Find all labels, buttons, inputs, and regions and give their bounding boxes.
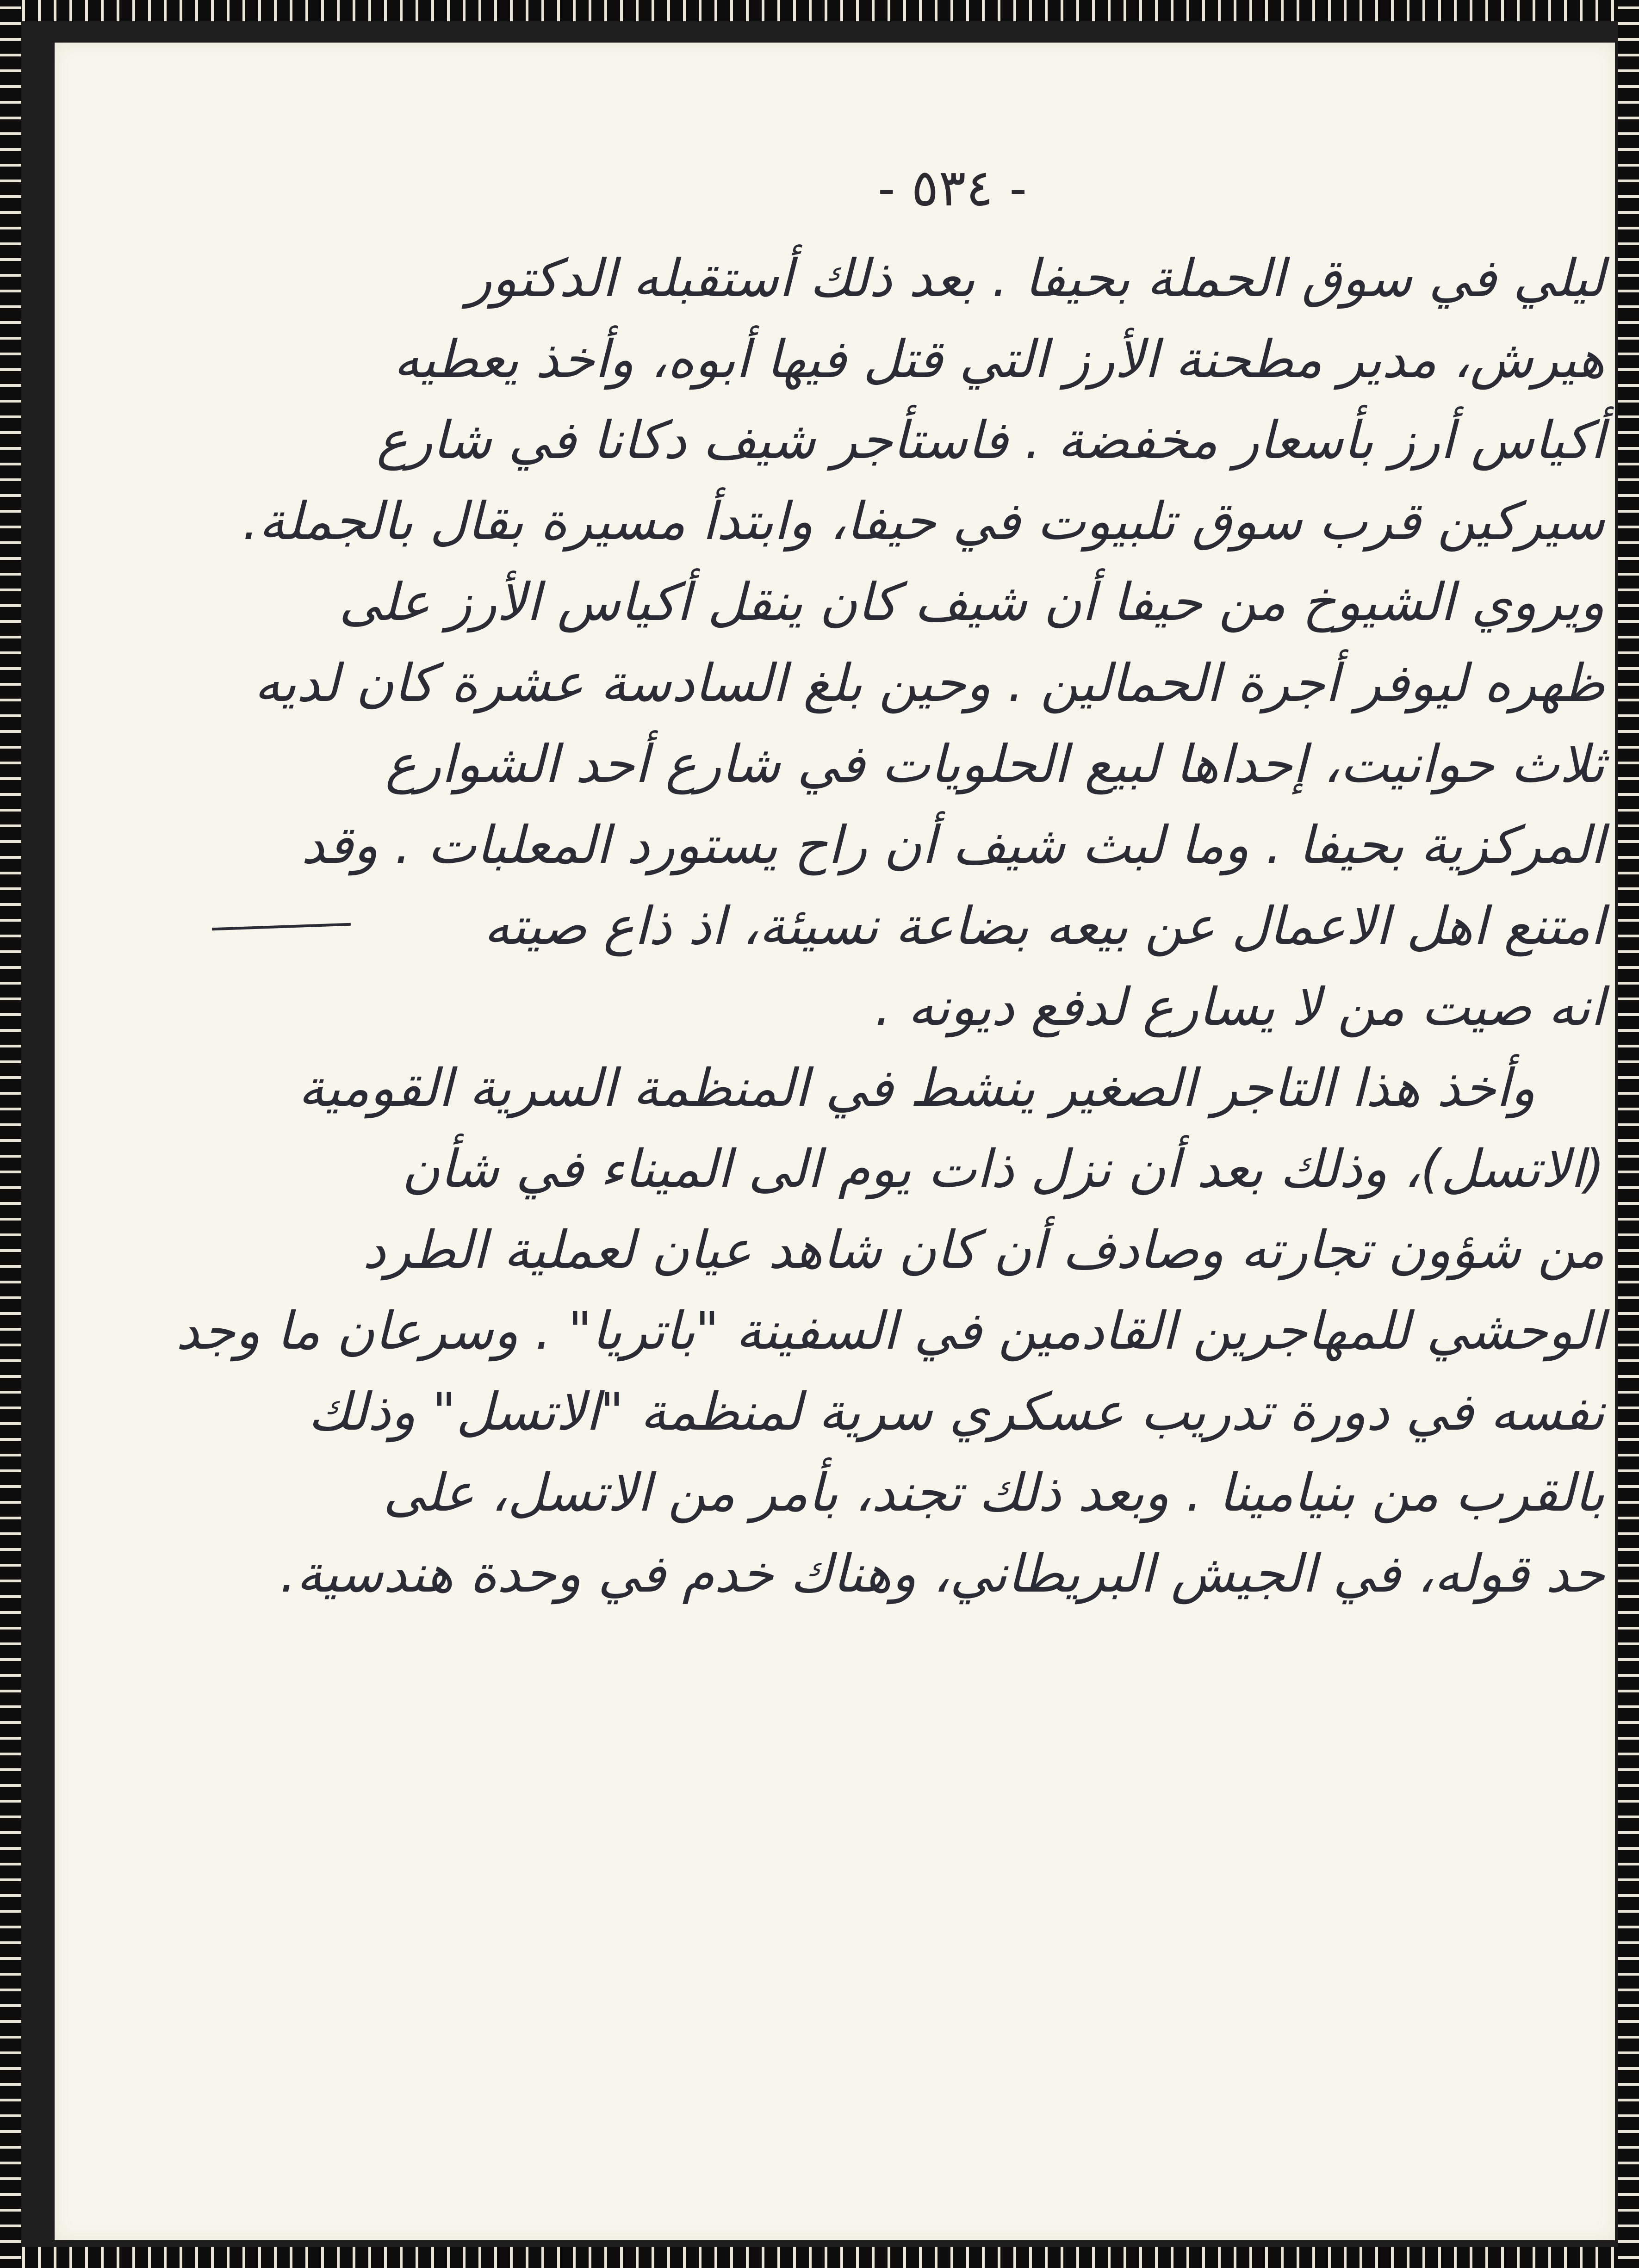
- manuscript-line: ثلاث حوانيت، إحداها لبيع الحلويات في شارع أحد الشوارع: [385, 734, 1605, 794]
- manuscript-line: حد قوله، في الجيش البريطاني، وهناك خدم في وحدة هندسية.: [279, 1544, 1605, 1604]
- manuscript-line: (الاتسل)، وذلك بعد أن نزل ذات يوم الى الميناء في شأن: [402, 1139, 1605, 1199]
- manuscript-line: بالقرب من بنيامينا . وبعد ذلك تجند، بأمر من الاتسل، على: [383, 1463, 1605, 1523]
- scan-border-left: [0, 0, 21, 2268]
- manuscript-page: [55, 43, 1615, 2240]
- scan-border-top: [0, 0, 1639, 21]
- manuscript-line: الوحشي للمهاجرين القادمين في السفينة "باتريا" . وسرعان ما وجد: [176, 1301, 1605, 1361]
- manuscript-line-text: امتنع اهل الاعمال عن بيعه بضاعة نسيئة، اذ ذاع صيته: [484, 896, 1605, 956]
- manuscript-line: أكياس أرز بأسعار مخفضة . فاستأجر شيف دكانا في شارع: [376, 410, 1605, 471]
- manuscript-line: [193, 889, 1605, 963]
- manuscript-line: المركزية بحيفا . وما لبث شيف أن راح يستورد المعلبات . وقد: [301, 815, 1605, 875]
- manuscript-line: من شؤون تجارته وصادف أن كان شاهد عيان لعملية الطرد: [362, 1220, 1605, 1280]
- manuscript-line: سيركين قرب سوق تلبيوت في حيفا، وابتدأ مسيرة بقال بالجملة.: [242, 491, 1605, 552]
- scan-border-bottom: [0, 2247, 1639, 2268]
- strikethrough-mark: [212, 923, 351, 930]
- scan-border-right: [1618, 0, 1639, 2268]
- manuscript-line: ليلي في سوق الحملة بحيفا . بعد ذلك أستقبله الدكتور: [466, 248, 1605, 309]
- manuscript-line: نفسه في دورة تدريب عسكري سرية لمنظمة "الاتسل" وذلك: [308, 1382, 1605, 1442]
- manuscript-line: وأخذ هذا التاجر الصغير ينشط في المنظمة السرية القومية: [298, 1058, 1535, 1118]
- manuscript-line: هيرش، مدير مطحنة الأرز التي قتل فيها أبوه، وأخذ يعطيه: [393, 329, 1605, 390]
- manuscript-line: ويروي الشيوخ من حيفا أن شيف كان ينقل أكياس الأرز على: [339, 572, 1605, 632]
- manuscript-line: انه صيت من لا يسارع لدفع ديونه .: [875, 977, 1605, 1037]
- manuscript-line: ظهره ليوفر أجرة الحمالين . وحين بلغ السادسة عشرة كان لديه: [254, 653, 1605, 713]
- page-number: - ٥٣٤ -: [878, 158, 1027, 217]
